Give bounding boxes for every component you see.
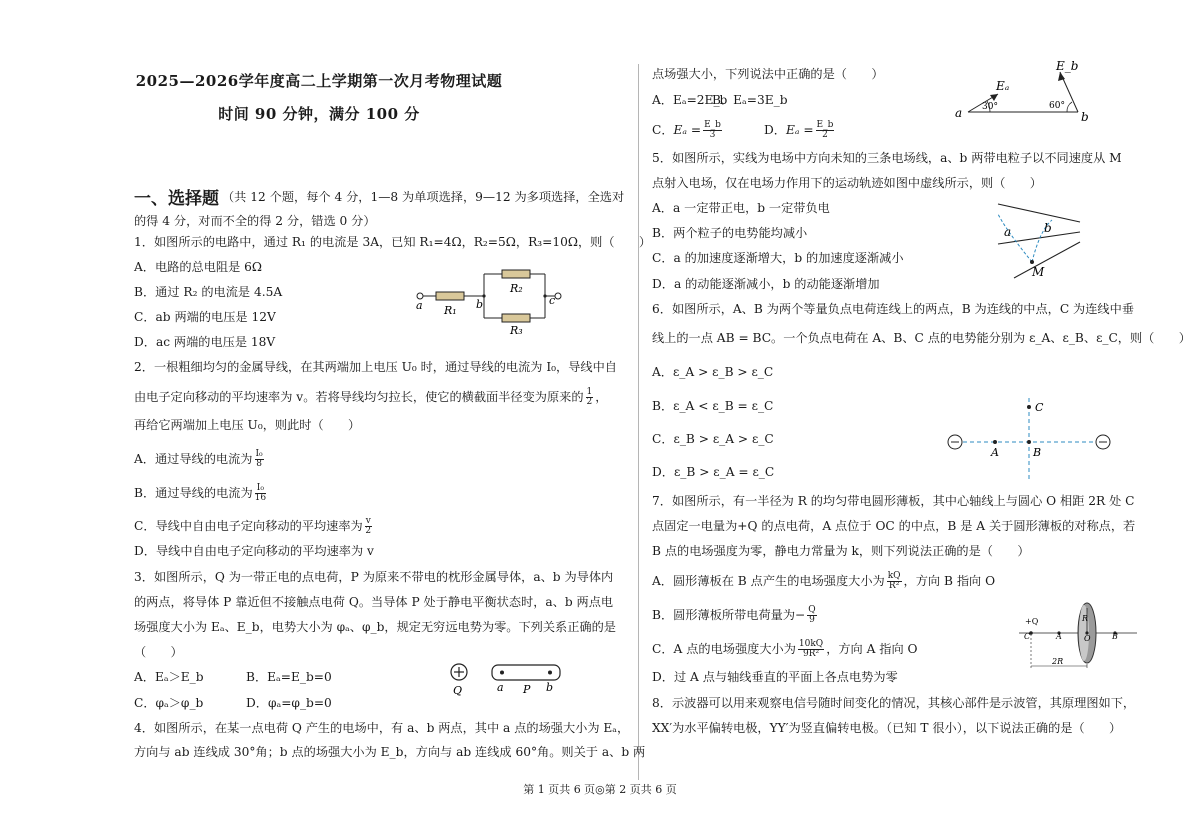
- q3-option-d: D．φₐ=φ_b=0: [246, 696, 332, 710]
- q3-line3: 场强度大小为 Eₐ、E_b，电势大小为 φₐ、φ_b，规定无穷远电势为零。下列关系正确的是: [134, 620, 616, 634]
- q3-option-b: B．Eₐ=E_b=0: [246, 670, 332, 684]
- q1-fig-label-b: b: [476, 298, 484, 311]
- section-heading: 一、选择题: [134, 189, 219, 209]
- q2-option-b: B．通过导线的电流为 $\frac{\text{I₀}}{16}$: [134, 483, 267, 503]
- q3-fig-label-q: Q: [453, 684, 463, 697]
- q4-line1: 4．如图所示，在某一点电荷 Q 产生的电场中，有 a、b 两点，其中 a 点的场强大小为 Eₐ，: [134, 721, 630, 735]
- q2-option-c-fraction: $\frac{v}{2}$: [365, 516, 372, 536]
- q6-option-a: A．ε_A > ε_B > ε_C: [652, 365, 774, 379]
- q7-disk-figure: [1015, 598, 1140, 676]
- q6-line1: 6．如图所示，A、B 为两个等量负点电荷连线上的两点，B 为连线的中点，C 为连线中垂: [652, 302, 1134, 316]
- q6-option-c: C．ε_B > ε_A > ε_C: [652, 432, 774, 446]
- q6-fig-label-c: C: [1035, 401, 1044, 414]
- q4-option-a: A．Eₐ=2E_b: [652, 93, 728, 107]
- q2-option-b-fraction: $\frac{\text{I₀}}{16}$: [254, 483, 267, 503]
- section-note-line1: （共 12 个题，每个 4 分，1—8 为单项选择，9—12 为多项选择，全选对: [222, 190, 625, 204]
- q5-fig-label-a: a: [1004, 225, 1012, 239]
- q6-fig-label-a: A: [991, 446, 999, 459]
- q5-option-d: D．a 的动能逐渐减小，b 的动能逐渐增加: [652, 277, 880, 291]
- q1-fig-label-r2: R₂: [510, 282, 523, 295]
- q4-line3: 点场强大小，下列说法中正确的是（ ）: [652, 67, 884, 81]
- q7-line2: 点固定一电量为+Q 的点电荷，A 点位于 OC 的中点，B 是 A 关于圆形薄板的对称点，若: [652, 519, 1136, 533]
- page-footer: 第 1 页共 6 页◎第 2 页共 6 页: [523, 783, 677, 796]
- q4-fig-label-a: a: [955, 106, 963, 120]
- section-note-line2: 的得 4 分，对而不全的得 2 分，错选 0 分）: [134, 214, 376, 228]
- q2-option-c: C．导线中自由电子定向移动的平均速率为 $\frac{v}{2}$: [134, 516, 372, 536]
- q3-fig-label-a: a: [497, 681, 504, 694]
- q4-fig-label-b: b: [1081, 110, 1089, 124]
- q3-line2: 的两点，将导体 P 靠近但不接触点电荷 Q。当导体 P 处于静电平衡状态时，a、b 两点电: [134, 595, 614, 609]
- q1-stem: 1．如图所示的电路中，通过 R₁ 的电流是 3A，已知 R₁=4Ω，R₂=5Ω，R₃=10Ω，则（ ）: [134, 235, 652, 249]
- q6-fig-label-b: B: [1033, 446, 1042, 459]
- q2-line2-fraction: $\frac{1}{2}$: [586, 387, 593, 407]
- q7-fig-label-o: O: [1084, 634, 1091, 643]
- q1-option-a: A．电路的总电阻是 6Ω: [134, 260, 263, 274]
- q3-option-c: C．φₐ＞φ_b: [134, 696, 204, 710]
- q2-line1: 2．一根粗细均匀的金属导线，在其两端加上电压 U₀ 时，通过导线的电流为 I₀，导线中自: [134, 360, 617, 374]
- q7-option-d: D．过 A 点与轴线垂直的平面上各点电势为零: [652, 670, 898, 684]
- q6-line2: 线上的一点 AB = BC。一个负点电荷在 A、B、C 点的电势能分别为 ε_A、ε_B、ε_C，则（ ）: [652, 331, 1191, 345]
- q2-option-a-fraction: $\frac{\text{I₀}}{8}$: [255, 449, 263, 469]
- q2-option-a: A．通过导线的电流为 $\frac{\text{I₀}}{8}$: [134, 449, 263, 469]
- q1-fig-label-r1: R₁: [444, 304, 457, 317]
- q5-fieldlines-figure: [996, 200, 1086, 280]
- q6-option-b: B．ε_A < ε_B = ε_C: [652, 399, 774, 413]
- q2-line3: 再给它两端加上电压 U₀，则此时（ ）: [134, 418, 361, 432]
- q4-fig-label-eb: E_b: [1056, 59, 1079, 73]
- q4-option-c-fraction: $\frac{E\_b}{3}$: [704, 120, 721, 140]
- exam-subtitle: 时间 90 分钟，满分 100 分: [218, 105, 420, 123]
- q4-option-d: D．Eₐ = $\frac{E\_b}{2}$: [764, 120, 834, 140]
- q7-line1: 7．如图所示，有一半径为 R 的均匀带电圆形薄板，其中心轴线上与圆心 O 相距 2R 处 C: [652, 494, 1135, 508]
- q7-line3: B 点的电场强度为零，静电力常量为 k，则下列说法正确的是（ ）: [652, 544, 1030, 558]
- column-divider: [638, 64, 639, 780]
- q1-fig-label-r3: R₃: [510, 324, 523, 337]
- q2-line2-text: 由电子定向移动的平均速率为 v。若将导线均匀拉长，使它的横截面半径变为原来的: [134, 390, 584, 404]
- q7-option-a-fraction: $\frac{kQ}{\text{R²}}$: [887, 571, 901, 591]
- q8-line1: 8．示波器可以用来观察电信号随时间变化的情况，其核心部件是示波管，其原理图如下，: [652, 696, 1136, 710]
- q2-line2: 由电子定向移动的平均速率为 v。若将导线均匀拉长，使它的横截面半径变为原来的 $\frac{1}{2}$ ，: [134, 387, 608, 407]
- q3-fig-label-p: P: [523, 683, 531, 696]
- q4-fig-label-ea: Eₐ: [996, 79, 1010, 93]
- q4-option-d-fraction: $\frac{E\_b}{2}$: [816, 120, 834, 140]
- q5-option-b: B．两个粒子的电势能均减小: [652, 226, 808, 240]
- q7-fig-label-q: +Q: [1025, 617, 1039, 626]
- q3-fig-label-b: b: [546, 681, 554, 694]
- q1-fig-label-a: a: [416, 299, 423, 312]
- q5-line2: 点射入电场，仅在电场力作用下的运动轨迹如图中虚线所示，则（ ）: [652, 176, 1042, 190]
- q5-fig-label-b: b: [1044, 221, 1052, 235]
- q5-option-a: A．a 一定带正电，b 一定带负电: [652, 201, 830, 215]
- q4-field-figure: [950, 58, 1100, 124]
- q5-fig-label-m: M: [1032, 265, 1045, 279]
- q7-fig-label-b: B: [1112, 632, 1118, 641]
- q6-charges-figure: [945, 392, 1115, 484]
- q7-fig-label-c: C: [1024, 632, 1031, 641]
- q7-fig-label-2r: 2R: [1052, 657, 1064, 666]
- q5-line1: 5．如图所示，实线为电场中方向未知的三条电场线，a、b 两带电粒子以不同速度从 M: [652, 151, 1122, 165]
- q4-fig-angle-60: 60°: [1049, 101, 1065, 111]
- q4-option-c: C．Eₐ = $\frac{E\_b}{3}$: [652, 120, 721, 140]
- exam-title: 2025—2026学年度高二上学期第一次月考物理试题: [135, 72, 503, 90]
- q7-option-b-fraction: $\frac{Q}{9}$: [808, 605, 816, 625]
- q3-option-a: A．Eₐ＞E_b: [134, 670, 204, 684]
- q1-option-b: B．通过 R₂ 的电流是 4.5A: [134, 285, 283, 299]
- q4-line2: 方向与 ab 连线成 30°角；b 点的场强大小为 E_b，方向与 ab 连线成 60°角。则关于 a、b 两: [134, 745, 646, 759]
- q7-fig-label-r: R: [1082, 614, 1089, 623]
- q4-option-b: B．Eₐ=3E_b: [712, 93, 788, 107]
- q7-option-c: C．A 点的电场强度大小为 $\frac{10kQ}{\text{9R²}}$ ，方向 A 指向 O: [652, 639, 918, 659]
- q1-fig-label-c: c: [549, 294, 556, 307]
- q1-option-d: D．ac 两端的电压是 18V: [134, 335, 276, 349]
- q7-option-b: B．圆形薄板所带电荷量为− $\frac{Q}{9}$: [652, 605, 816, 625]
- q7-fig-label-a: A: [1056, 632, 1062, 641]
- q6-option-d: D．ε_B > ε_A = ε_C: [652, 465, 775, 479]
- q3-line1: 3．如图所示，Q 为一带正电的点电荷，P 为原来不带电的枕形金属导体，a、b 为导体内: [134, 570, 614, 584]
- q3-line4: （ ）: [134, 645, 183, 659]
- q4-fig-angle-30: 30°: [982, 102, 998, 112]
- q7-option-a: A．圆形薄板在 B 点产生的电场强度大小为 $\frac{kQ}{\text{R²}}$ ，方向 B 指向 O: [652, 571, 996, 591]
- q3-conductor-figure: [446, 660, 566, 700]
- q7-option-c-fraction: $\frac{10kQ}{\text{9R²}}$: [798, 639, 824, 659]
- q2-option-d: D．导线中自由电子定向移动的平均速率为 v: [134, 544, 374, 558]
- q5-option-c: C．a 的加速度逐渐增大，b 的加速度逐渐减小: [652, 251, 904, 265]
- q1-circuit-figure: [412, 268, 572, 338]
- q8-line2: XX′为水平偏转电极，YY′为竖直偏转电极。（已知 T 很小），以下说法正确的是（ ）: [652, 721, 1122, 735]
- q1-option-c: C．ab 两端的电压是 12V: [134, 310, 276, 324]
